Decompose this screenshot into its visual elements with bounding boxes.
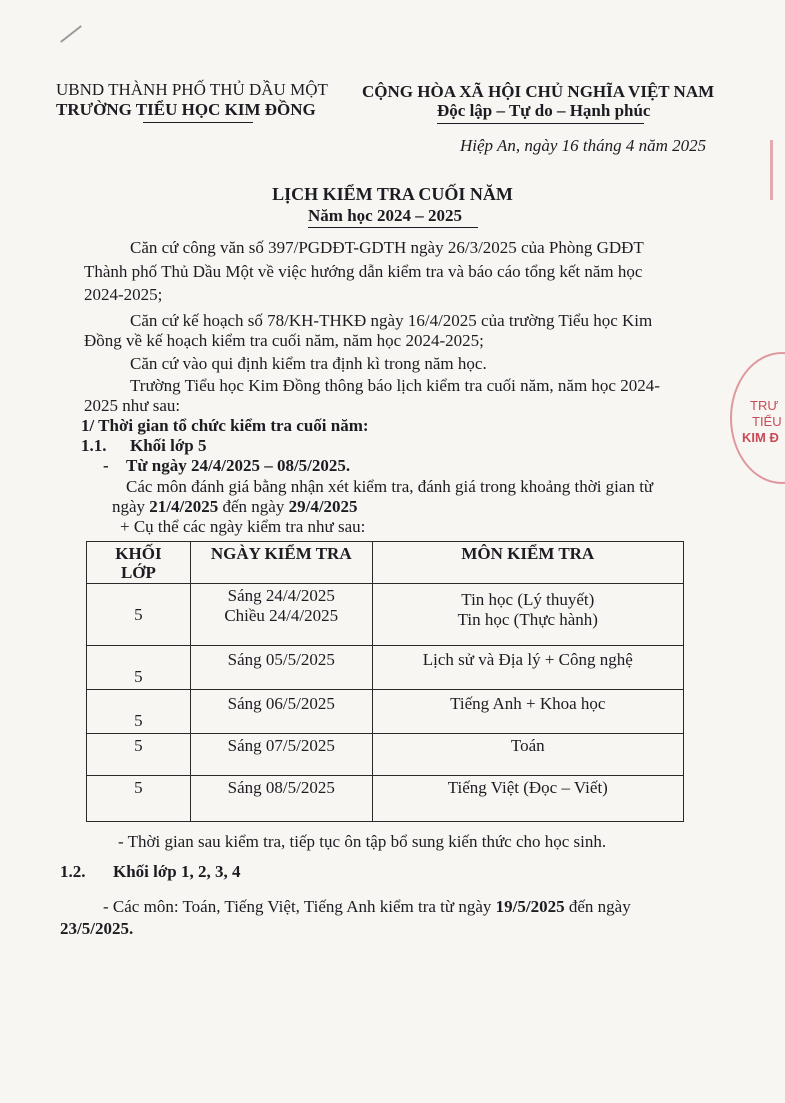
last-line-prefix: - Các môn: Toán, Tiếng Việt, Tiếng Anh kiểm tra từ ngày xyxy=(103,897,496,916)
school-year: Năm học 2024 – 2025 xyxy=(308,206,462,225)
table-header-row xyxy=(87,542,684,584)
eval-line-2 xyxy=(112,497,358,517)
document-title: LỊCH KIỂM TRA CUỐI NĂM xyxy=(272,184,513,204)
header-grade-line-2: LỚP xyxy=(120,563,156,582)
section-1-heading: 1/ Thời gian tổ chức kiểm tra cuối năm: xyxy=(81,416,369,435)
row-2-grade: 5 xyxy=(87,646,191,690)
table-row xyxy=(87,690,684,734)
row-1-date xyxy=(190,584,372,646)
para-3: Căn cứ vào qui định kiểm tra định kì trong năm học. xyxy=(130,354,487,373)
table-row xyxy=(87,734,684,776)
eval-start-date: 21/4/2025 xyxy=(149,497,219,516)
table-row xyxy=(87,646,684,690)
row-4-grade: 5 xyxy=(87,734,191,776)
nation-line-1: CỘNG HÒA XÃ HỘI CHỦ NGHĨA VIỆT NAM xyxy=(362,82,715,101)
stamp-edge-mark xyxy=(770,140,773,200)
title-underline xyxy=(308,227,478,228)
seal-text-1: TRƯ xyxy=(750,398,779,413)
row-3-grade: 5 xyxy=(87,690,191,734)
para-1-line-2: Thành phố Thủ Dầu Một về việc hướng dẫn kiểm tra và báo cáo tổng kết năm học xyxy=(84,262,643,281)
nation-underline xyxy=(437,123,644,124)
para-4-line-1: Trường Tiểu học Kim Đồng thông báo lịch kiểm tra cuối năm, năm học 2024- xyxy=(130,376,660,395)
row-4-date: Sáng 07/5/2025 xyxy=(190,734,372,776)
seal-text-2: TIỂU xyxy=(752,414,782,429)
row-5-date: Sáng 08/5/2025 xyxy=(190,776,372,822)
eval-end-date: 29/4/2025 xyxy=(288,497,358,516)
row-1-date-morning: Sáng 24/4/2025 xyxy=(227,586,335,605)
header-grade-line-1: KHỐI xyxy=(115,544,162,563)
row-1-subject xyxy=(372,584,683,646)
section-1-1-title: Khối lớp 5 xyxy=(130,436,207,455)
eval-line-1: Các môn đánh giá bằng nhận xét kiểm tra, đánh giá trong khoảng thời gian từ xyxy=(126,477,654,496)
detail-intro: + Cụ thể các ngày kiểm tra như sau: xyxy=(120,517,366,536)
para-4-line-2: 2025 như sau: xyxy=(84,396,181,415)
last-line-middle: đến ngày xyxy=(564,897,631,916)
row-4-subject: Toán xyxy=(372,734,683,776)
last-line-1 xyxy=(103,897,631,917)
date-range: Từ ngày 24/4/2025 – 08/5/2025. xyxy=(126,456,351,475)
row-2-date: Sáng 05/5/2025 xyxy=(190,646,372,690)
last-end-date: 23/5/2025. xyxy=(60,919,134,938)
header-subject: MÔN KIỂM TRA xyxy=(372,542,683,584)
para-2-line-2: Đồng về kế hoạch kiểm tra cuối năm, năm học 2024-2025; xyxy=(84,331,484,350)
eval-middle: đến ngày xyxy=(218,497,289,516)
after-table-note: - Thời gian sau kiểm tra, tiếp tục ôn tập bổ sung kiến thức cho học sinh. xyxy=(118,832,607,851)
row-5-subject: Tiếng Việt (Đọc – Viết) xyxy=(372,776,683,822)
org-underline xyxy=(143,122,253,123)
eval-prefix: ngày xyxy=(112,497,150,516)
table-row xyxy=(87,776,684,822)
org-line-1: UBND THÀNH PHỐ THỦ DẦU MỘT xyxy=(56,80,328,99)
schedule-table xyxy=(86,541,684,822)
seal-text-3: KIM Đ xyxy=(742,430,779,445)
range-dash: - xyxy=(103,456,109,475)
header-date: NGÀY KIỂM TRA xyxy=(190,542,372,584)
table-row xyxy=(87,584,684,646)
para-2-line-1: Căn cứ kế hoạch số 78/KH-THKĐ ngày 16/4/2025 của trường Tiểu học Kim xyxy=(130,311,653,330)
row-3-subject: Tiếng Anh + Khoa học xyxy=(372,690,683,734)
row-2-subject: Lịch sử và Địa lý + Công nghệ xyxy=(372,646,683,690)
date-line: Hiệp An, ngày 16 tháng 4 năm 2025 xyxy=(460,136,707,155)
para-1-line-1: Căn cứ công văn số 397/PGDĐT-GDTH ngày 26/3/2025 của Phòng GDĐT xyxy=(130,238,644,257)
row-3-date: Sáng 06/5/2025 xyxy=(190,690,372,734)
row-1-date-afternoon: Chiều 24/4/2025 xyxy=(224,606,339,625)
row-1-subject-theory: Tin học (Lý thuyết) xyxy=(461,590,595,609)
row-5-grade: 5 xyxy=(87,776,191,822)
nation-line-2: Độc lập – Tự do – Hạnh phúc xyxy=(437,101,651,120)
row-1-grade: 5 xyxy=(87,584,191,646)
section-1-1-number: 1.1. xyxy=(81,436,107,455)
header-grade xyxy=(87,542,191,584)
org-line-2: TRƯỜNG TIỂU HỌC KIM ĐỒNG xyxy=(56,100,316,119)
last-start-date: 19/5/2025 xyxy=(495,897,565,916)
row-1-subject-practice: Tin học (Thực hành) xyxy=(457,610,598,629)
section-1-2-number: 1.2. xyxy=(60,862,86,881)
section-1-2-title: Khối lớp 1, 2, 3, 4 xyxy=(113,862,241,881)
pen-mark xyxy=(60,25,82,43)
para-1-line-3: 2024-2025; xyxy=(84,285,163,304)
